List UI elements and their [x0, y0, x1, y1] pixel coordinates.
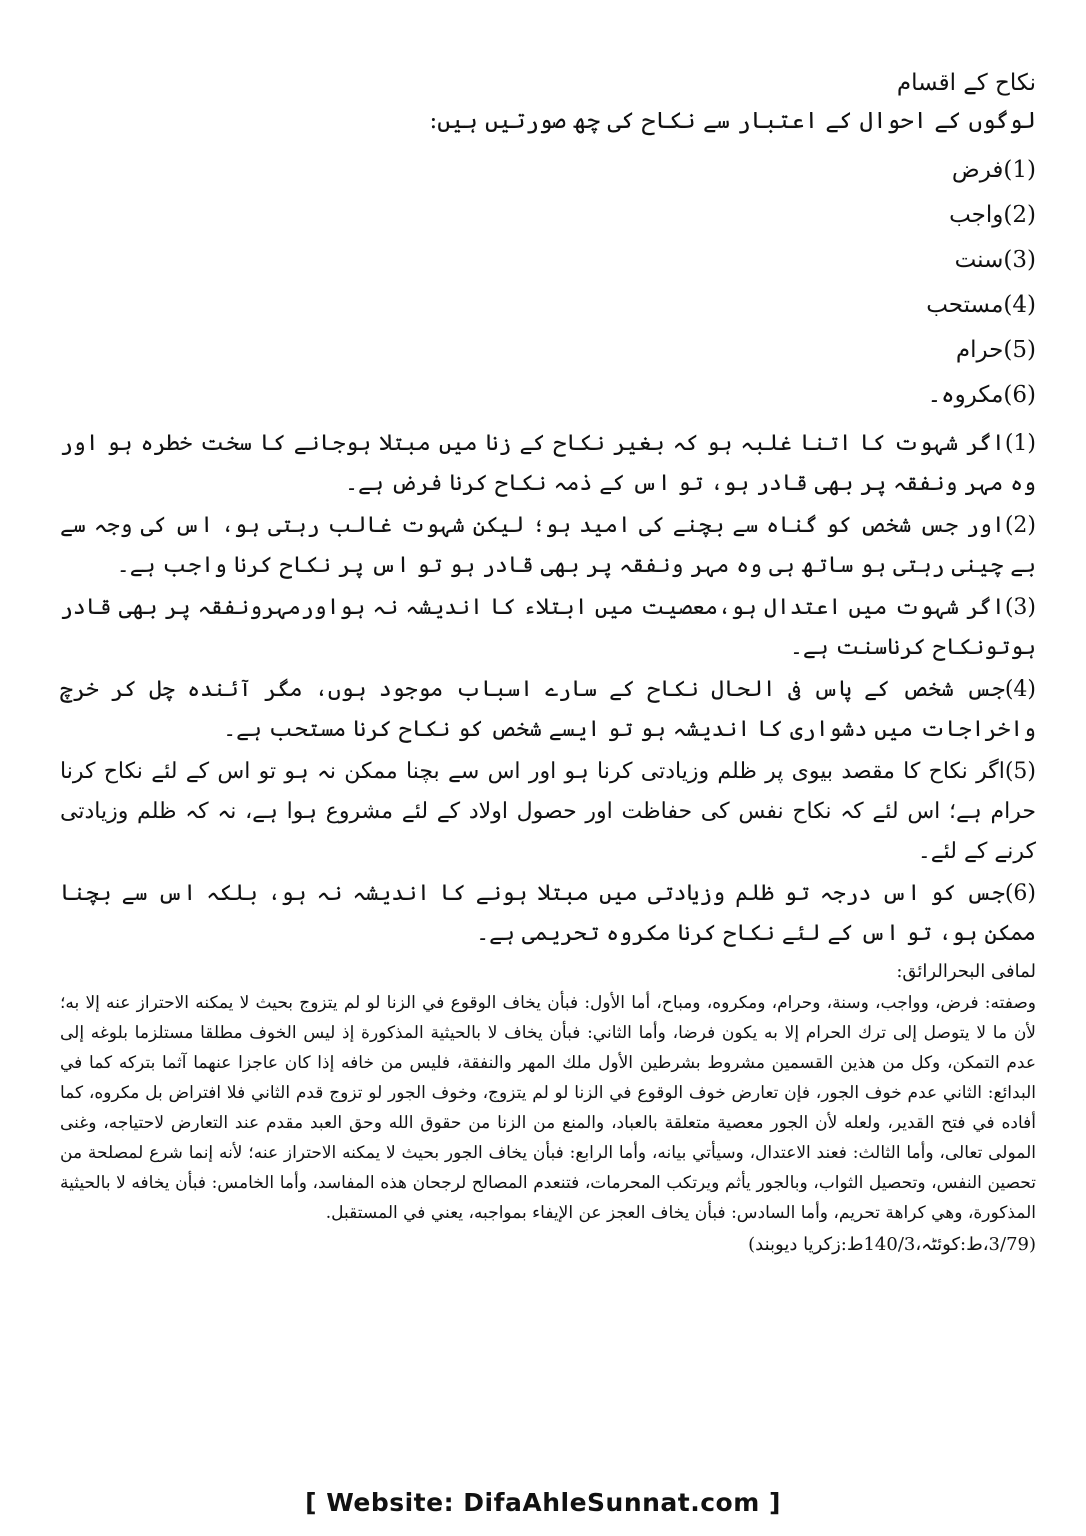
- arabic-quotation: وصفته: فرض، وواجب، وسنة، وحرام، ومكروه، ومباح، أما الأول: فبأن يخاف الوقوع في الزنا لو لم يتزوج بحيث لا يمكنه الاحتراز عنه إلا به؛ لأن ما لا يتوصل إلى ترك الحرام إلا به يكون فرضا، وأما الثاني: فبأن يخاف لا بالحيثية المذكورة إذ ليس الخوف مطلقا مستلزما بلوغه إلى عدم التمكن، وكل من هذين القسمين مشروط بشرطين الأول ملك المهر والنفقة، فليس من خافه إذا كان عاجزا عنهما آثما بتركه كما في البدائع: الثاني عدم خوف الجور، فإن تعارض خوف الوقوع في الزنا لو لم يتزوج، وخوف الجور لو تزوج قدم الثاني فلا افتراض بل مكروه، كما أفاده في فتح القدير، ولعله لأن الجور معصية متعلقة بالعباد، والمنع من الزنا من حقوق الله وحق العبد مقدم عند التعارض لاحتياجه، وغنى المولى تعالى، وأما الثالث: فعند الاعتدال، وسيأتي بيانه، وأما الرابع: فبأن يخاف الجور بحيث لا يمكنه الاحتراز عنه؛ لأنه إنما شرع لمصلحة من تحصين النفس، وتحصيل الثواب، وبالجور يأثم ويرتكب المحرمات، فتنعدم المصالح لرجحان هذه المفاسد، وأما الخامس: فبأن يخافه لا بالحيثية المذكورة، وهي كراهة تحريم، وأما السادس: فبأن يخاف العجز عن الإيفاء بمواجبه، يعني في المستقبل.: [60, 993, 1036, 1223]
- kind-item: (1)فرض: [951, 157, 1036, 183]
- website-footer: [ Website: DifaAhleSunnat.com ]: [305, 1488, 781, 1517]
- kinds-list: [60, 148, 1036, 418]
- document-body: [60, 66, 1036, 1260]
- kind-item: (4)مستحب: [926, 292, 1036, 318]
- kind-item: (2)واجب: [949, 202, 1036, 228]
- kind-item: (3)سنت: [954, 247, 1036, 273]
- reference-citation: (3/79،ط:کوئٹہ،140/3ط:زکریا دیوبند): [748, 1234, 1036, 1255]
- kind-item: (6)مکروہ۔: [927, 382, 1036, 408]
- section-heading: نکاح کے اقسام: [896, 70, 1036, 96]
- paragraph-haram: (5)اگر نکاح کا مقصد بیوی پر ظلم وزیادتی کرنا ہو اور اس سے بچنا ممکن نہ ہو تو اس کے لئے نکاح کرنا حرام ہے؛ اس لئے کہ نکاح نفس کی حفاظت اور حصول اولاد کے لئے مشروع ہوا ہے، نہ کہ ظلم وزیادتی کرنے کے لئے۔: [60, 759, 1036, 864]
- source-label: لمافی البحرالرائق:: [896, 961, 1036, 982]
- paragraph-wajib: (2)اور جس شخص کو گناہ سے بچنے کی امید ہو؛ لیکن شہوت غالب رہتی ہو، اس کی وجہ سے بے چینی رہتی ہو ساتھ ہی وہ مہر ونفقہ پر بھی قادر ہو تو اس پر نکاح کرنا واجب ہے۔: [60, 513, 1036, 578]
- paragraph-sunnat: (3)اگر شہوت میں اعتدال ہو،معصیت میں ابتلاء کا اندیشہ نہ ہواورمہرونفقہ پر بھی قادر ہوتونکاح کرناسنت ہے۔: [60, 595, 1036, 660]
- paragraph-fard: (1)اگر شہوت کا اتنا غلبہ ہو کہ بغیر نکاح کے زنا میں مبتلا ہوجانے کا سخت خطرہ ہو اور وہ مہر ونفقہ پر بھی قادر ہو، تو اس کے ذمہ نکاح کرنا فرض ہے۔: [60, 431, 1036, 496]
- intro-text: لوگوں کے احوال کے اعتبار سے نکاح کی چھ صورتیں ہیں:: [429, 108, 1036, 134]
- kind-item: (5)حرام: [955, 337, 1036, 363]
- paragraph-mustahab: (4)جس شخص کے پاس فی الحال نکاح کے سارے اسباب موجود ہوں، مگر آئندہ چل کر خرچ واخراجات میں دشواری کا اندیشہ ہو تو ایسے شخص کو نکاح کرنا مستحب ہے۔: [60, 677, 1036, 742]
- paragraph-makruh: (6)جس کو اس درجہ تو ظلم وزیادتی میں مبتلا ہونے کا اندیشہ نہ ہو، بلکہ اس سے بچنا ممکن ہو، تو اس کے لئے نکاح کرنا مکروہ تحریمی ہے۔: [60, 881, 1036, 946]
